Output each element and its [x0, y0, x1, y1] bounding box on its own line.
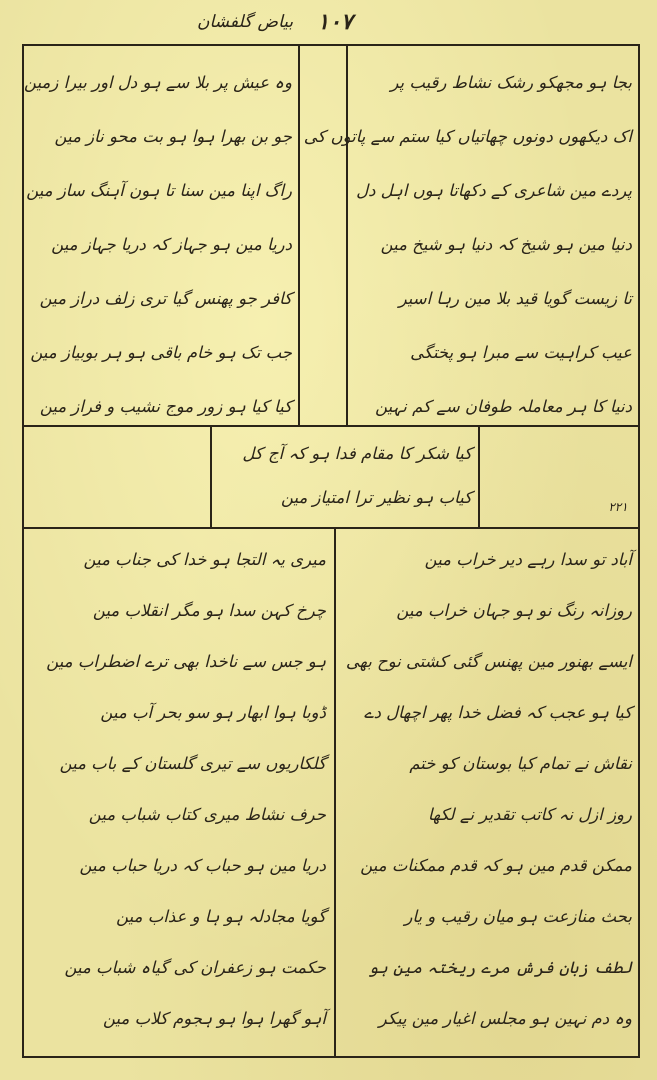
header-title: بیاض گلفشان — [197, 12, 294, 32]
verse-line: وہ دم نہین ہو مجلس اغیار مین پیکر — [378, 1009, 632, 1028]
verse-line: جب تک ہو خام باقی ہو ہر بوبیاز مین — [30, 343, 292, 362]
top-left-column — [24, 56, 292, 434]
side-number: ۲۲۱ — [608, 500, 628, 514]
verse-line: ہو جس سے ناخدا بھی ترے اضطراب مین — [46, 652, 326, 671]
verse-line: آہو گھرا ہوا ہو ہجوم کلاب مین — [102, 1009, 326, 1028]
verse-line: لطف زبان فرش مرے ریختہ مین ہو — [368, 958, 632, 977]
verse-line: کیا کیا ہو زور موج نشیب و فراز مین — [39, 397, 292, 416]
verse-line: اک دیکھوں دونوں چھاتیاں کیا ستم سے پاتوں کی — [303, 127, 632, 146]
bottom-left-column — [30, 534, 326, 1044]
verse-line: دریا مین ہو حباب کہ دریا حباب مین — [79, 856, 326, 875]
top-left-divider — [298, 44, 300, 426]
verse-line: دریا مین ہو جہاز کہ دریا جہاز مین — [51, 235, 292, 254]
verse-line: ڈوبا ہوا ابھار ہو سو بحر آب مین — [100, 703, 326, 722]
top-right-divider — [346, 44, 348, 426]
verse-line: جو بن بھرا ہوا ہو بت محو ناز مین — [54, 127, 292, 146]
verse-line: نقاش نے تمام کیا بوستان کو ختم — [409, 754, 632, 773]
verse-line: کیاب ہو نظیر ترا امتیاز مین — [280, 488, 472, 507]
verse-line: گلکاریوں سے تیری گلستان کے باب مین — [59, 754, 326, 773]
verse-line: راگ اپنا مین سنا تا ہون آہنگ ساز مین — [26, 181, 292, 200]
verse-line: روز ازل نہ کاتب تقدیر نے لکھا — [427, 805, 632, 824]
verse-line: آباد تو سدا رہے دیر خراب مین — [424, 550, 632, 569]
verse-line: دنیا کا ہر معاملہ طوفان سے کم نہین — [375, 397, 632, 416]
verse-line: میری یہ التجا ہو خدا کی جناب مین — [83, 550, 326, 569]
middle-right-divider — [478, 425, 480, 527]
verse-line: بجا ہو مجھکو رشک نشاط رقیب پر — [390, 73, 632, 92]
bottom-right-column — [342, 534, 632, 1044]
verse-line: روزانہ رنگ نو ہو جہان خراب مین — [396, 601, 632, 620]
verse-line: دنیا مین ہو شیخ کہ دنیا ہو شیخ مین — [380, 235, 632, 254]
verse-line: کافر جو پھنس گیا تری زلف دراز مین — [39, 289, 292, 308]
verse-line: بحث منازعت ہو میان رقیب و یار — [404, 907, 632, 926]
verse-line: وہ عیش پر بلا سے ہو دل اور بیرا زمین — [24, 73, 292, 92]
verse-line: ایسے بھنور مین پھنس گئی کشتی نوح بھی — [345, 652, 632, 671]
middle-couplet — [216, 432, 472, 520]
verse-line: ممکن قدم مین ہو کہ قدم ممکنات مین — [360, 856, 632, 875]
verse-line: حرف نشاط میری کتاب شباب مین — [88, 805, 326, 824]
top-right-column — [303, 56, 632, 434]
verse-line: پردے مین شاعری کے دکھاتا ہوں اہل دل — [356, 181, 632, 200]
middle-left-divider — [210, 425, 212, 527]
bottom-column-divider — [334, 527, 336, 1058]
verse-line: تا زیست گویا قید بلا مین رہا اسیر — [398, 289, 632, 308]
verse-line: چرخ کہن سدا ہو مگر انقلاب مین — [92, 601, 326, 620]
verse-line: گویا مجادلہ ہو ہا و عذاب مین — [116, 907, 326, 926]
page-header — [0, 8, 657, 48]
verse-line: حکمت ہو زعفران کی گیاہ شباب مین — [64, 958, 326, 977]
middle-block-bottom-rule — [22, 527, 640, 529]
verse-line: عیب کراہیت سے مبرا ہو پختگی — [410, 343, 632, 362]
verse-line: کیا ہو عجب کہ فضل خدا پھر اچھال دے — [363, 703, 632, 722]
verse-line: کیا شکر کا مقام فدا ہو کہ آج کل — [242, 444, 472, 463]
page-number: ۱۰۷ — [317, 10, 353, 35]
